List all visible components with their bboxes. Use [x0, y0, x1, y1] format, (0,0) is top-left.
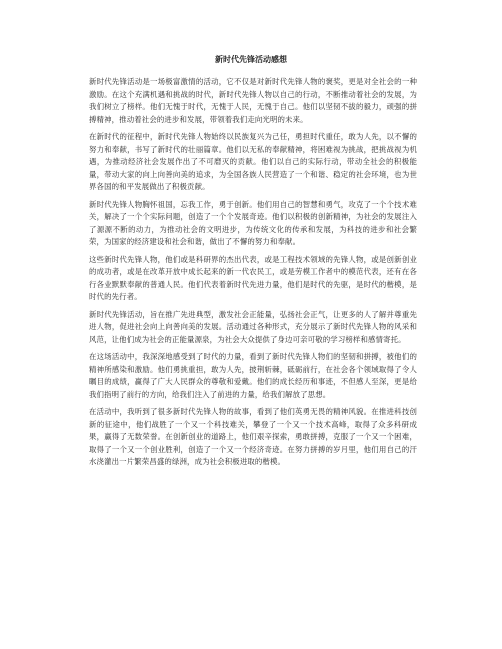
paragraph-3: 新时代先锋人物胸怀祖国，忘我工作，勇于创新。他们用自己的智慧和勇气，攻克了一个个技术难关，解决了一个个实际问题，创造了一个个发展奇迹。他们以积极的创新精神，为社会的发展注入了源源不断的动力，为推动社会的文明进步，为传统文化的传承和发展，为科技的进步和社会繁荣，为国家的经济建设和社会和谐，做出了不懈的努力和奉献。 [89, 199, 417, 246]
paragraph-2: 在新时代的征程中，新时代先锋人物始终以民族复兴为己任，勇担时代重任，敢为人先，以不懈的努力和奉献，书写了新时代的壮丽篇章。他们以无私的奉献精神，将困难视为挑战，把挑战视为机遇，为推动经济社会发展作出了不可磨灭的贡献。他们以自己的实际行动，带动全社会的积极能量，带动大家的向上向善向美的追求，为全国各族人民营造了一个和谐、稳定的社会环境，也为世界各国的和平发展做出了积极贡献。 [89, 132, 417, 191]
paragraph-1: 新时代先锋活动是一场极富激情的活动，它不仅是对新时代先锋人物的褒奖，更是对全社会的一种激励。在这个充满机遇和挑战的时代，新时代先锋人物以自己的行动，不断推动着社会的发展，为我们树立了榜样。他们无愧于时代，无愧于人民，无愧于自己。他们以坚韧不拔的毅力，顽强的拼搏精神，推动着社会的进步和发展，带领着我们走向光明的未来。 [89, 77, 417, 124]
document-body [89, 76, 417, 474]
document-title: 新时代先锋活动感想 [215, 55, 287, 64]
paragraph-7: 在活动中，我听到了很多新时代先锋人物的故事，看到了他们英勇无畏的精神风貌。在推进科技创新的征途中，他们战胜了一个又一个科技难关，攀登了一个又一个技术高峰，取得了众多科研成果，赢得了无数荣誉。在创新创业的道路上，他们艰辛探索，勇敢拼搏，克服了一个又一个困难，取得了一个又一个创业胜利，创造了一个又一个经济奇迹。在努力拼搏的岁月里，他们用自己的汗水浇灌出一片繁荣昌盛的绿洲，成为社会积极进取的楷模。 [89, 407, 417, 466]
paragraph-4: 这些新时代先锋人物，他们或是科研界的杰出代表，或是工程技术领域的先锋人物，或是创新创业的成功者，或是在改革开放中成长起来的新一代农民工，或是劳模工作者中的模范代表，还有在各行各业默默奉献的普通人民。他们代表着新时代先进力量，他们是时代的先驱，是时代的楷模，是时代的先行者。 [89, 254, 417, 301]
paragraph-5: 新时代先锋活动，旨在推广先进典型，激发社会正能量，弘扬社会正气，让更多的人了解并尊重先进人物，促进社会向上向善向美的发展。活动通过各种形式，充分展示了新时代先锋人物的风采和风范，让他们成为社会的正能量源泉，为社会大众提供了身边可亲可敬的学习榜样和感情寄托。 [89, 309, 417, 344]
paragraph-6: 在这场活动中，我深深地感受到了时代的力量，看到了新时代先锋人物们的坚韧和拼搏，被他们的精神所感染和激励。他们勇挑重担，敢为人先，披荆斩棘，砥砺前行，在社会各个领域取得了令人瞩目的成绩，赢得了广大人民群众的尊敬和爱戴。他们的成长经历和事迹，不但感人至深，更是给我们指明了前行的方向，给我们注入了前进的力量，给我们解放了思想。 [89, 352, 417, 399]
